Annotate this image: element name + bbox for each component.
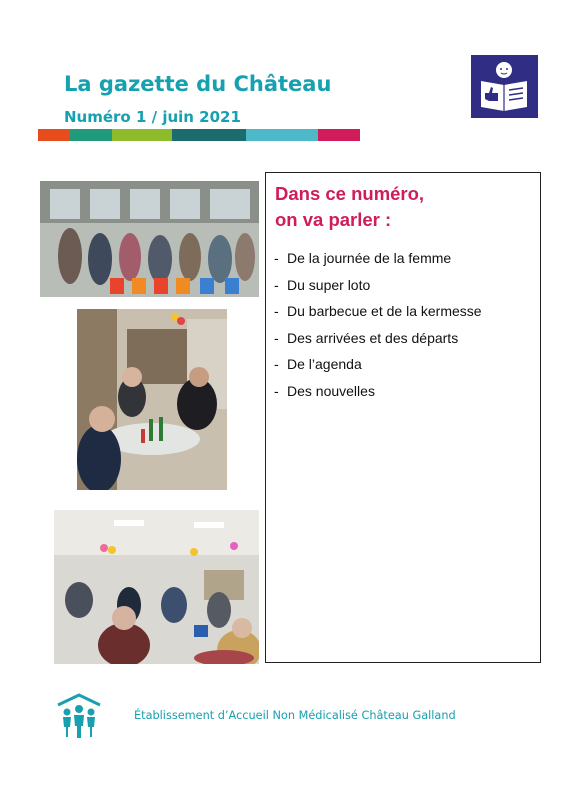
topic-list: [274, 245, 482, 404]
list-item: [274, 325, 482, 352]
list-dash: -: [274, 382, 279, 399]
hall-photo: [54, 510, 259, 664]
list-dash: -: [274, 250, 279, 266]
list-item-label: De la journée de la femme: [287, 250, 452, 266]
list-item-label: Des nouvelles: [287, 382, 375, 399]
list-dash: -: [274, 356, 279, 372]
color-bar-segment: [112, 129, 172, 141]
list-dash: -: [274, 303, 279, 319]
color-bar-segment: [318, 129, 360, 141]
summary-heading-line2: on va parler :: [275, 209, 392, 230]
color-bar: [38, 129, 360, 141]
color-bar-segment: [70, 129, 112, 141]
list-item-label: De l’agenda: [287, 356, 362, 372]
color-bar-segment: [172, 129, 246, 141]
list-dash: -: [274, 329, 279, 346]
list-item-label: Du super loto: [287, 276, 371, 293]
list-item: [274, 272, 482, 299]
summary-box: [265, 172, 541, 663]
page-title: La gazette du Château: [64, 72, 332, 96]
footer-establishment-name: Établissement d’Accueil Non Médicalisé Château Galland: [134, 709, 456, 722]
summary-heading: [275, 181, 424, 233]
issue-subtitle: Numéro 1 / juin 2021: [64, 108, 241, 126]
people-house-icon: [56, 693, 102, 739]
list-item: [274, 351, 482, 378]
list-item: [274, 245, 482, 272]
summary-heading-line1: Dans ce numéro,: [275, 183, 425, 204]
list-item-label: Du barbecue et de la kermesse: [287, 303, 482, 319]
easy-to-read-icon: [471, 55, 538, 118]
toast-photo: [77, 309, 227, 490]
list-item-label: Des arrivées et des départs: [287, 329, 459, 346]
list-item: [274, 298, 482, 325]
color-bar-segment: [246, 129, 318, 141]
list-dash: -: [274, 276, 279, 293]
list-item: [274, 378, 482, 405]
group-photo: [40, 181, 259, 297]
color-bar-segment: [38, 129, 70, 141]
